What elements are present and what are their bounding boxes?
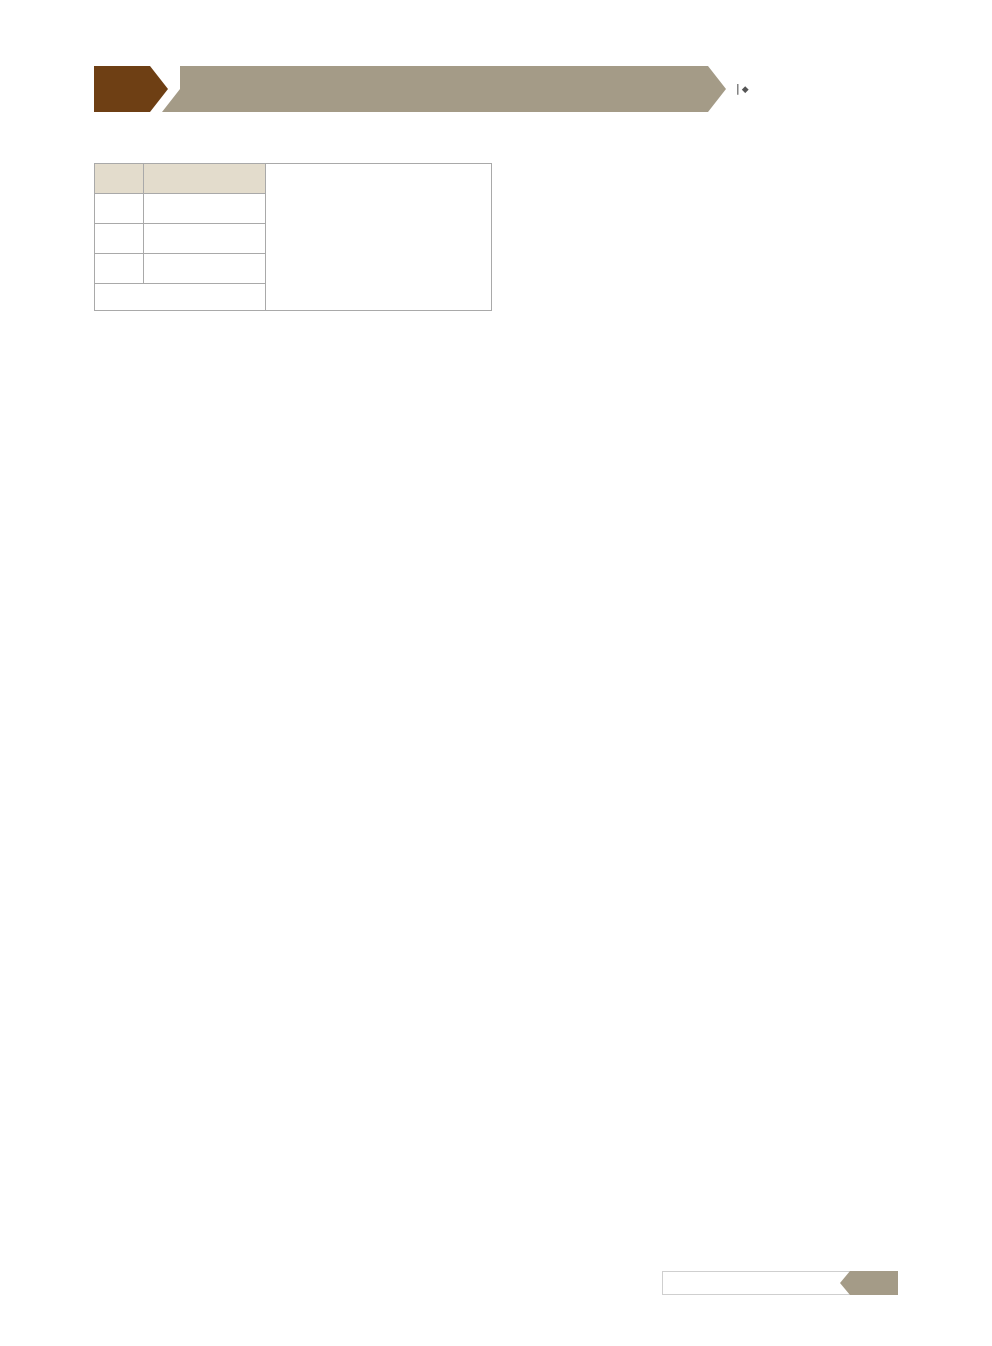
product-card [94, 163, 492, 311]
corner-note [95, 285, 265, 311]
header-slogan: | ◆ [736, 82, 749, 95]
profile-drawing [266, 164, 492, 310]
spec-value-model [144, 164, 265, 193]
spec-row-thickness [95, 224, 265, 254]
spec-row-model [95, 164, 265, 194]
spec-table [95, 164, 266, 310]
spec-value-name [144, 194, 265, 223]
spec-label-name [95, 194, 144, 223]
spec-value-weight [144, 254, 265, 283]
diamond-icon: ◆ [741, 85, 749, 95]
header-banner [0, 0, 992, 140]
spec-label-model [95, 164, 144, 193]
banner-tan-block [162, 66, 726, 112]
spec-row-weight [95, 254, 265, 284]
spec-row-name [95, 194, 265, 224]
banner-brown-block [94, 66, 168, 112]
spec-label-weight [95, 254, 144, 283]
footer [662, 1271, 898, 1297]
page-number [848, 1271, 898, 1295]
spec-label-thickness [95, 224, 144, 253]
spec-value-thickness [144, 224, 265, 253]
footer-brand [662, 1271, 862, 1295]
